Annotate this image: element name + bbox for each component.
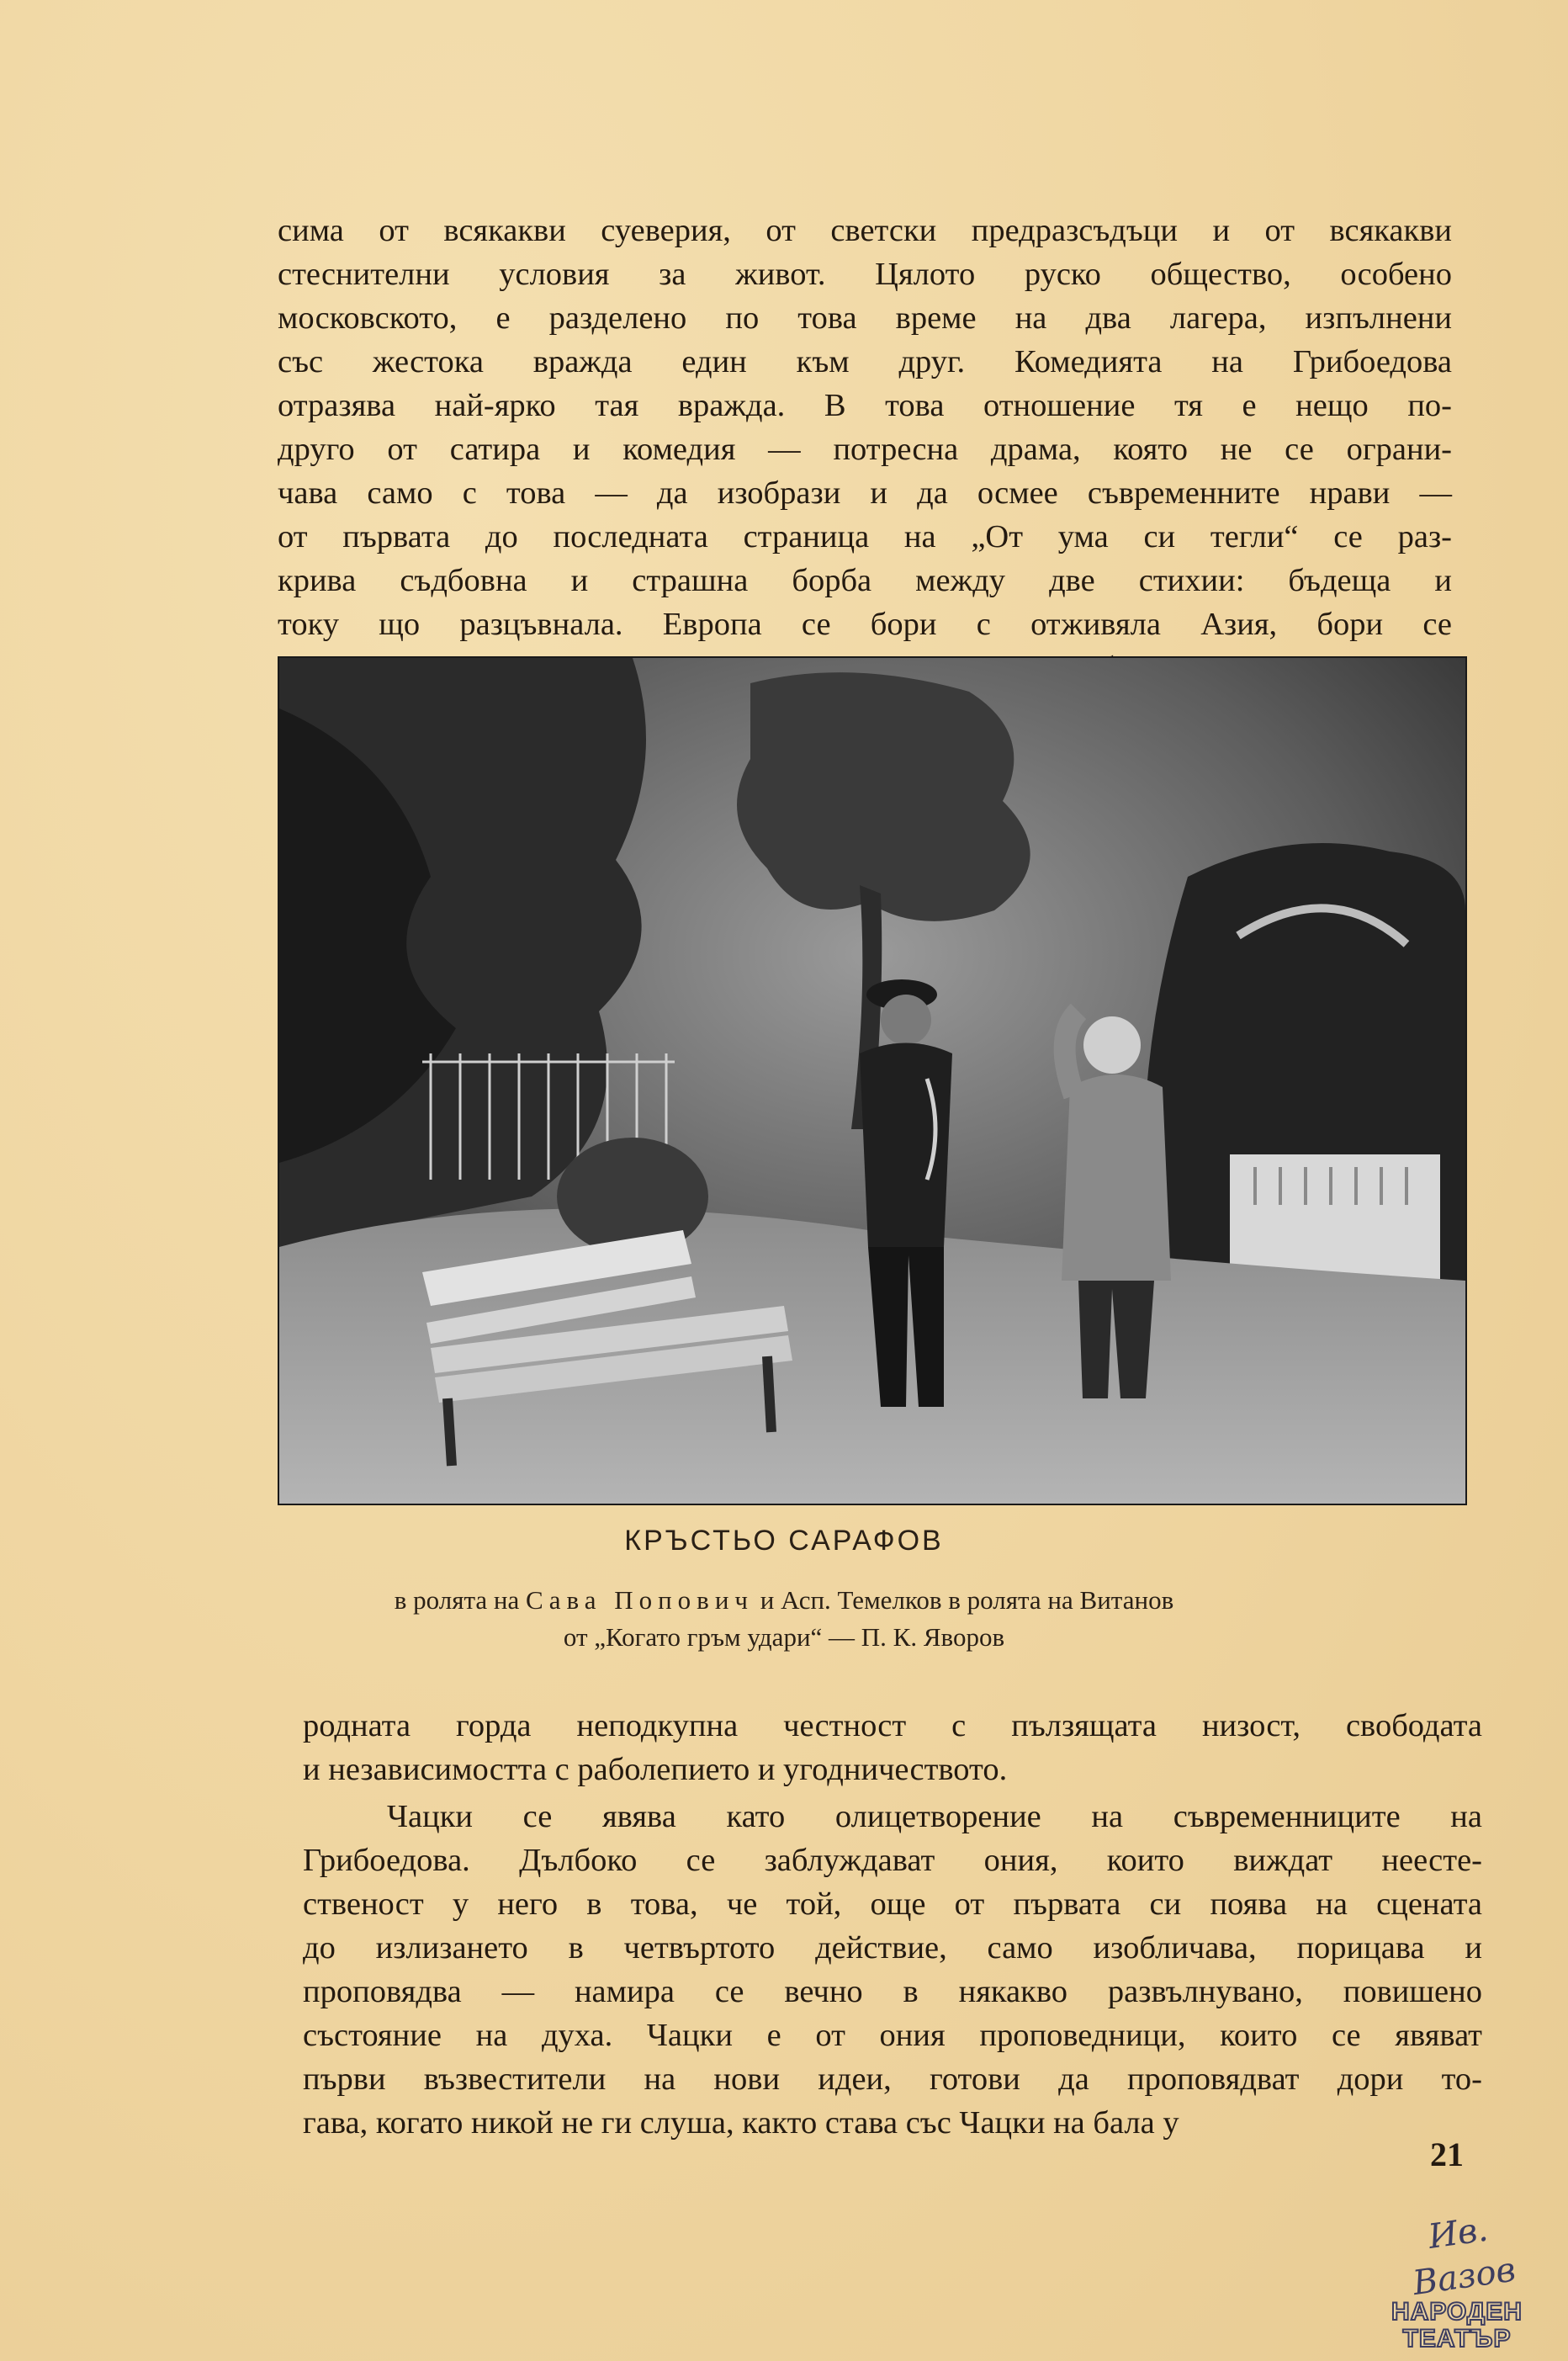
paragraph-continuation — [303, 1704, 1482, 1791]
stamp-line-2: ТЕАТЪР — [1402, 2325, 1512, 2353]
text-line: и независимостта с раболепието и угодничеството. — [303, 1752, 1008, 1787]
paragraph-intro — [278, 209, 1452, 690]
text-line: състояние на духа. Чацки е от ония проповедници, които се явяват — [303, 2018, 1482, 2053]
caption-title: КРЪСТЬО САРАФОВ — [624, 1525, 944, 1557]
text-line: отразява най-ярко тая вражда. В това отношение тя е нещо по- — [278, 388, 1452, 423]
flower-bush — [557, 1138, 708, 1255]
stamp-line-1: НАРОДЕН — [1391, 2298, 1523, 2326]
text-line: гава, когато никой не ги слуша, както става със Чацки на бала у — [303, 2105, 1179, 2141]
text-line: проповядва — намира се вечно в някакво развълнувано, повишено — [303, 1974, 1482, 2009]
text-line: крива съдбовна и страшна борба между две стихии: бъдеща и — [278, 563, 1452, 598]
balustrade — [1230, 1154, 1440, 1281]
page-number: 21 — [1430, 2136, 1464, 2173]
stamp-signature: Ив. Вазов — [1410, 2210, 1518, 2304]
caption-description — [0, 1582, 1568, 1656]
text-line: току що разцъвнала. Европа се бори с отживяла Азия, бори се — [278, 607, 1452, 642]
text-line: родната горда неподкупна честност с пълзящата низост, свободата — [303, 1708, 1482, 1743]
caption-line-1: в ролята на Сава Попович и Асп. Темелков в ролята на Витанов — [394, 1585, 1174, 1615]
text-line: от първата до последната страница на „От ума си тегли“ се раз- — [278, 519, 1452, 554]
text-line: стеснителни условия за живот. Цялото руско общество, особено — [278, 257, 1452, 292]
paragraph-chatsky — [303, 1795, 1482, 2145]
photo-scene — [279, 658, 1465, 1504]
caption-role-name: Сава Попович — [526, 1585, 754, 1615]
national-theatre-stamp — [1373, 2210, 1541, 2353]
text-line: друго от сатира и комедия — потресна драма, която не се ограни- — [278, 432, 1452, 467]
text-line: московското, е разделено по това време на два лагера, изпълнени — [278, 300, 1452, 336]
stage-photograph — [278, 656, 1467, 1505]
text-line: до излизането в четвъртото действие, само изобличава, порицава и — [303, 1930, 1482, 1966]
caption-line-2: от „Когато гръм удари“ — П. К. Яворов — [563, 1622, 1005, 1652]
text-line: със жестока вражда един към друг. Комедията на Грибоедова — [278, 344, 1452, 379]
text-line: първи възвестители на нови идеи, готови да проповядват дори то- — [303, 2061, 1482, 2097]
text-line: Грибоедова. Дълбоко се заблуждават ония, които виждат неесте- — [303, 1843, 1482, 1878]
center-tree-canopy — [737, 672, 1030, 921]
text-line: ственост у него в това, че той, още от първата си поява на сцената — [303, 1886, 1482, 1922]
text-line: сима от всякакви суеверия, от светски предразсъдъци и от всякакви — [278, 213, 1452, 248]
text-line: Чацки се явява като олицетворение на съвременниците на — [387, 1799, 1482, 1834]
text-line: чава само с това — да изобрази и да осмее съвременните нрави — — [278, 475, 1452, 511]
